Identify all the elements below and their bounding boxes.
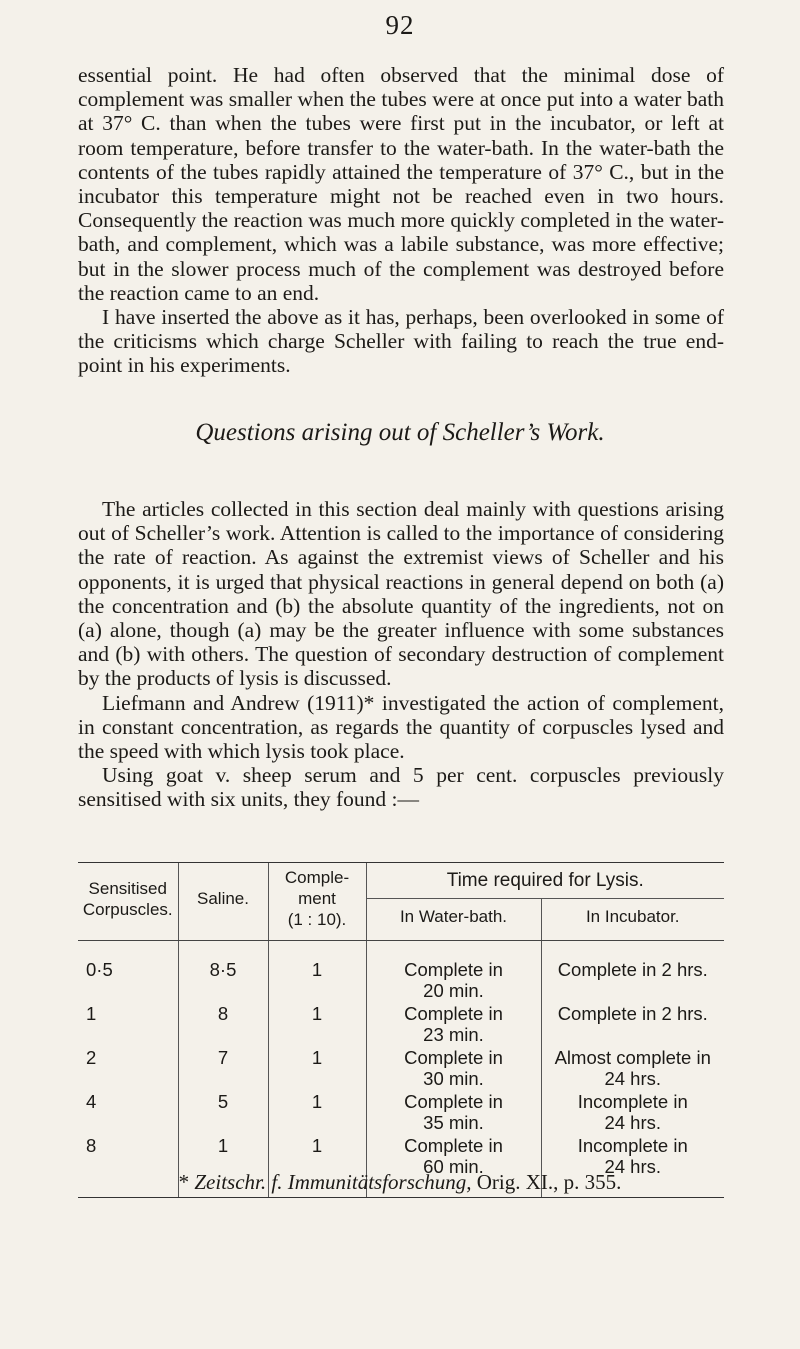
cell-incubator — [541, 1091, 724, 1135]
header-complement-line: (1 : 10). — [287, 910, 347, 929]
footnote-journal: Zeitschr. f. Immunitätsforschung, — [194, 1170, 472, 1194]
cell-incubator — [541, 959, 724, 1003]
cell-incubator — [541, 1047, 724, 1091]
cell-complement: 1 — [268, 1003, 366, 1047]
cell-complement: 1 — [268, 1135, 366, 1179]
cell-saline: 7 — [178, 1047, 268, 1091]
cell-line: Complete in — [404, 1135, 503, 1156]
table-row — [78, 1091, 724, 1135]
cell-line: 24 hrs. — [604, 1068, 662, 1089]
cell-line: 23 min. — [423, 1024, 484, 1045]
cell-line: Complete in — [404, 1091, 503, 1112]
cell-corpuscles: 2 — [86, 1047, 97, 1068]
cell-corpuscles: 4 — [86, 1091, 97, 1112]
paragraph: essential point. He had often observed that the minimal dose of complement was smaller when the tubes were at once put into a water bath at 37° C. than when the tubes were first put in the incubator, or left at room temperature, before transfer to the water-bath. In the water-bath the contents of the tubes rapidly attained the temperature of 37° C., but in the incubator this temperature might not be reached even in two hours. Consequently the reaction was much more quickly completed in the water-bath, and complement, which was a labile substance, was more effective; but in the slower process much of the complement was destroyed before the reaction came to an end. — [78, 63, 724, 305]
cell-water-bath — [366, 1003, 541, 1047]
footnote — [0, 1170, 800, 1195]
paragraph: Liefmann and Andrew (1911)* investigated the action of complement, in constant concentration, as regards the quantity of corpuscles lysed and the speed with which lysis took place. — [78, 690, 724, 764]
paragraph: I have inserted the above as it has, perhaps, been overlooked in some of the criticisms which charge Scheller with failing to reach the true end-point in his experiments. — [78, 305, 724, 378]
cell-line: Complete in — [404, 959, 503, 980]
cell-saline: 5 — [178, 1091, 268, 1135]
page-number: 92 — [385, 10, 415, 40]
cell-corpuscles: 1 — [86, 1003, 97, 1024]
cell-water-bath — [366, 1047, 541, 1091]
section-text — [78, 497, 724, 812]
table-row — [78, 959, 724, 1003]
cell-line: Complete in — [404, 1047, 503, 1068]
cell-corpuscles: 0·5 — [86, 959, 113, 980]
paragraph: Using goat v. sheep serum and 5 per cent. corpuscles previously sensitised with six units, they found :— — [78, 763, 724, 812]
lysis-data-table — [78, 863, 724, 1197]
cell-line: Almost complete in — [554, 1047, 711, 1068]
cell-line: 60 min. — [423, 1156, 484, 1177]
header-complement — [268, 863, 366, 934]
cell-water-bath — [366, 1091, 541, 1135]
header-corpuscles: Sensitised Corpuscles. — [82, 878, 173, 919]
footnote-marker: * — [178, 1170, 190, 1194]
cell-line: Incomplete in — [577, 1091, 688, 1112]
cell-water-bath — [366, 959, 541, 1003]
paragraph: The articles collected in this section deal mainly with questions arising out of Scheller’s work. Attention is called to the importance of considering the rate of reaction. As against the extremist views of Scheller and his opponents, it is urged that physical reactions in general depend on both (a) the concentration and (b) the absolute quantity of the ingredients, not on (a) alone, though (a) may be the greater influence with some substances and (b) with others. The question of secondary destruction of complement by the products of lysis is discussed. — [78, 497, 724, 691]
cell-saline: 1 — [178, 1135, 268, 1179]
section-heading: Questions arising out of Scheller’s Work. — [195, 419, 605, 446]
cell-line: 30 min. — [423, 1068, 484, 1089]
header-incubator: In Incubator. — [541, 899, 724, 935]
cell-line: 24 hrs. — [604, 1156, 662, 1177]
table-row — [78, 1047, 724, 1091]
cell-line: Complete in — [404, 1003, 503, 1024]
cell-complement: 1 — [268, 959, 366, 1003]
cell-line: Complete in 2 hrs. — [557, 959, 708, 980]
cell-complement: 1 — [268, 1091, 366, 1135]
cell-line: Incomplete in — [577, 1135, 688, 1156]
lysis-table — [78, 862, 724, 1198]
cell-line: Complete in 2 hrs. — [557, 1003, 708, 1024]
header-saline: Saline. — [178, 863, 268, 934]
cell-saline: 8·5 — [178, 959, 268, 1003]
header-water-bath: In Water-bath. — [366, 899, 541, 935]
cell-saline: 8 — [178, 1003, 268, 1047]
cell-line: 35 min. — [423, 1112, 484, 1133]
header-time-group: Time required for Lysis. — [366, 863, 724, 899]
header-complement-line: ment — [298, 889, 336, 908]
table-row — [78, 1003, 724, 1047]
cell-complement: 1 — [268, 1047, 366, 1091]
opening-text — [78, 63, 724, 378]
header-complement-line: Comple- — [284, 868, 350, 887]
cell-corpuscles: 8 — [86, 1135, 97, 1156]
table-bottom-rule — [78, 1197, 724, 1198]
cell-incubator — [541, 1003, 724, 1047]
cell-line: 24 hrs. — [604, 1112, 662, 1133]
footnote-reference: Orig. XI., p. 355. — [476, 1170, 622, 1194]
cell-line: 20 min. — [423, 980, 484, 1001]
